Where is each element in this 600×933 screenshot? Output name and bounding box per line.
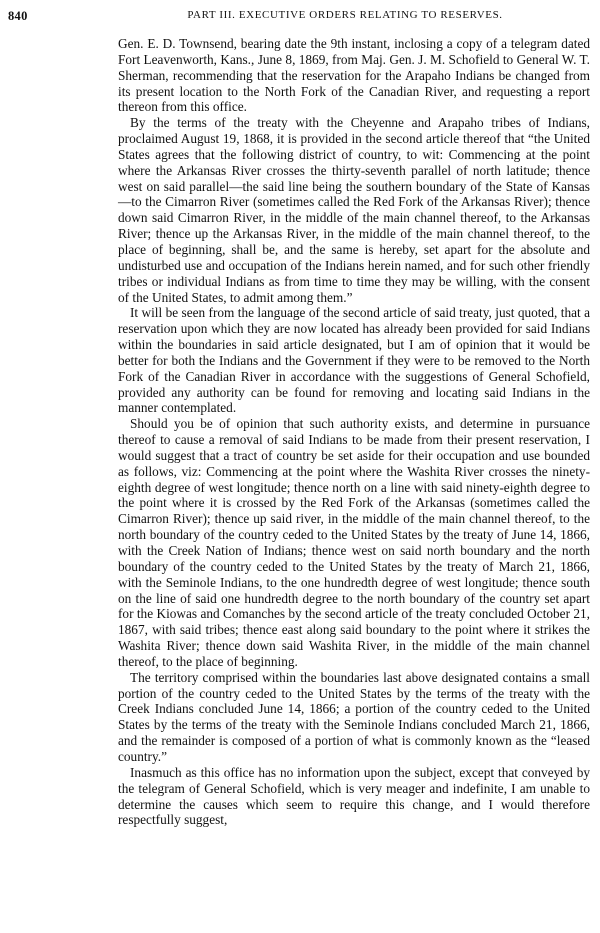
paragraph-request: Inasmuch as this office has no information upon the subject, except that conveyed by the telegram of General Schofield, which is very meager and indefinite, I am unable to determine the causes which seem to require this change, and I would therefore respectfully suggest, [118, 764, 590, 828]
page-number: 840 [8, 9, 28, 23]
paragraph-continued: Gen. E. D. Townsend, bearing date the 9th instant, inclosing a copy of a telegram dated Fort Leavenworth, Kans., June 8, 1869, from Maj. Gen. J. M. Schofield to General W. T. Sherman, recommending that the reservation for the Arapaho Indians be changed from its present location to the North Fork of the Canadian River, and requesting a report thereon from this office. [118, 36, 590, 115]
body-text [118, 36, 590, 828]
paragraph-proposed-boundaries: Should you be of opinion that such authority exists, and determine in pursuance thereof to cause a removal of said Indians to be made from their present reservation, I would suggest that a tract of country be set aside for their occupation and use bounded as follows, viz: Commencing at the point where the Washita River crosses the ninety-eighth degree of west longitude; thence north on a line with said ninety-eighth degree to the point where it is crossed by the Red Fork of the Arkansas (sometimes called the Cimarron River); thence up said river, in the middle of the main channel thereof, to the north boundary of the country ceded to the United States by the treaty of June 14, 1866, with the Creek Nation of Indians; thence west on said north boundary and the north boundary of the country ceded to the United States by the treaty of March 21, 1866, with the Seminole Indians, to the one hundredth degree of west longitude; thence south on the line of said one hundredth degree to the north boundary of the country set apart for the Kiowas and Comanches by the second article of the treaty concluded October 21, 1867, with said tribes; thence east along said boundary to the point where it strikes the Washita River; thence down said Washita River, in the middle of the main channel thereof, to the place of beginning. [118, 416, 590, 669]
running-head: PART III. EXECUTIVE ORDERS RELATING TO RESERVES. [187, 9, 503, 21]
paragraph-territory-composition: The territory comprised within the boundaries last above designated contains a small portion of the country ceded to the United States by the terms of the treaty with the Creek Indians concluded June 14, 1866; a portion of the country ceded to the United States by the terms of the treaty with the Seminole Indians concluded March 21, 1866, and the remainder is composed of a portion of what is commonly known as the “leased country.” [118, 669, 590, 764]
page-header [8, 9, 592, 27]
paragraph-treaty-terms: By the terms of the treaty with the Cheyenne and Arapaho tribes of Indians, proclaimed August 19, 1868, it is provided in the second article thereof that “the United States agrees that the following district of country, to wit: Commencing at the point where the Arkansas River crosses the thirty-seventh parallel of north latitude; thence west on said parallel—the said line being the southern boundary of the State of Kansas—to the Cimarron River (sometimes called the Red Fork of the Arkansas River); thence down said Cimarron River, in the middle of the main channel thereof, to the Arkansas River; thence up the Arkansas River, in the middle of the main channel thereof, to the place of beginning, shall be, and the same is hereby, set apart for the absolute and undisturbed use and occupation of the Indians herein named, and for such other friendly tribes or individual Indians as from time to time they may be willing, with the consent of the United States, to admit among them.” [118, 115, 590, 305]
paragraph-existing-reservation: It will be seen from the language of the second article of said treaty, just quoted, that a reservation upon which they are now located has already been provided for said Indians within the boundaries in said article designated, but I am of opinion that it would be better for both the Indians and the Government if they were to be removed to the North Fork of the Canadian River in accordance with the suggestions of General Schofield, provided any authority can be found for removing and locating said Indians in the manner contemplated. [118, 305, 590, 416]
